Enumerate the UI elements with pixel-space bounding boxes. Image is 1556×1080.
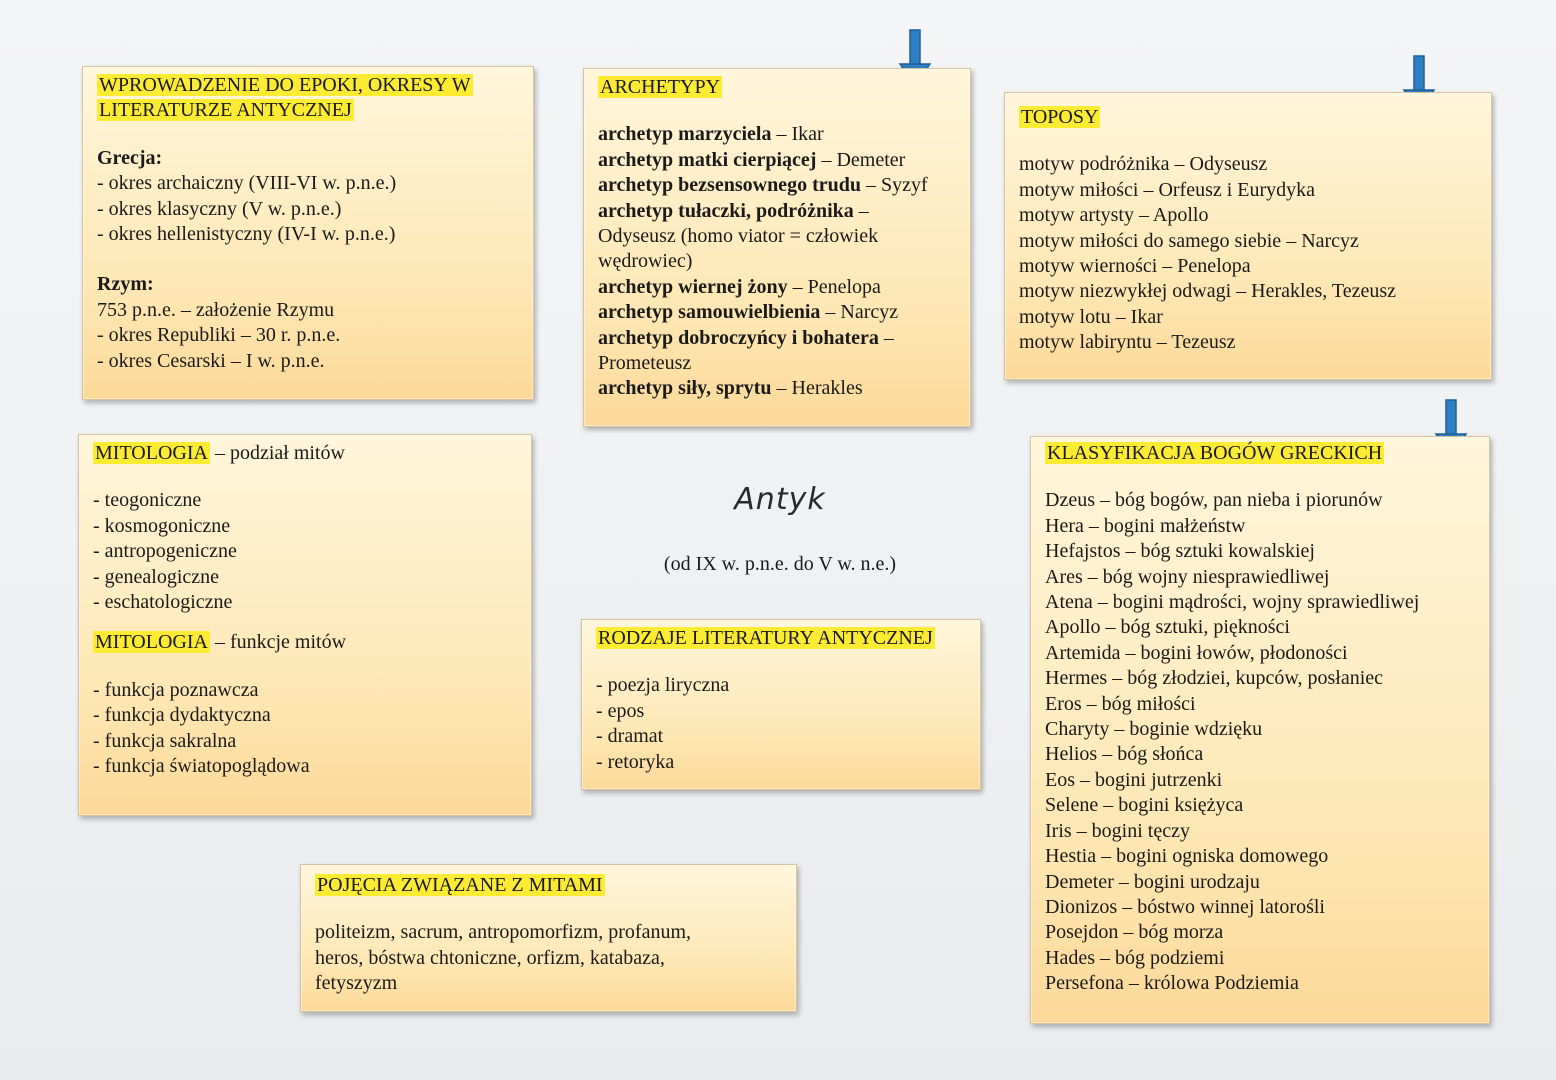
list-item: archetyp siły, sprytu – Herakles (598, 377, 863, 400)
list-item: Hestia – bogini ogniska domowego (1045, 845, 1329, 868)
list-item: - antropogeniczne (93, 540, 237, 563)
list-item: archetyp samouwielbienia – Narcyz (598, 301, 899, 324)
list-item: - funkcja dydaktyczna (93, 704, 271, 727)
list-item: archetyp bezsensownego trudu – Syzyf (598, 174, 928, 197)
toposy-card (1004, 92, 1492, 380)
list-item: Eros – bóg miłości (1045, 692, 1196, 715)
list-item: Artemida – bogini łowów, płodoności (1045, 641, 1348, 664)
list-item: Hefajstos – bóg sztuki kowalskiej (1045, 540, 1315, 563)
list-item: Dzeus – bóg bogów, pan nieba i piorunów (1045, 489, 1383, 512)
page-title: Antyk (734, 482, 826, 517)
list-item: 753 p.n.e. – założenie Rzymu (97, 298, 335, 321)
list-item: Posejdon – bóg morza (1045, 921, 1224, 944)
intro-title-line1: WPROWADZENIE DO EPOKI, OKRESY W (99, 74, 471, 96)
list-item: motyw wierności – Penelopa (1019, 255, 1251, 278)
intro-card (82, 66, 534, 400)
genres-card (581, 619, 981, 790)
gods-card (1030, 436, 1490, 1024)
list-item: Eos – bogini jutrzenki (1045, 768, 1223, 791)
archetypes-title: ARCHETYPY (600, 76, 721, 98)
list-item: - funkcja światopoglądowa (93, 755, 310, 778)
list-item: - poezja liryczna (596, 674, 730, 697)
list-item: Helios – bóg słońca (1045, 743, 1204, 766)
genres-title: RODZAJE LITERATURY ANTYCZNEJ (598, 627, 933, 649)
list-item: - retoryka (596, 750, 675, 773)
list-item: - okres Republiki – 30 r. p.n.e. (97, 324, 341, 347)
list-item: archetyp tułaczki, podróżnika – (598, 199, 869, 222)
mythology-title: MITOLOGIA (95, 442, 208, 464)
list-item: Hermes – bóg złodziei, kupców, posłaniec (1045, 667, 1384, 690)
concepts-card (300, 864, 797, 1012)
list-item: Charyty – boginie wdzięku (1045, 718, 1263, 741)
text-line: politeizm, sacrum, antropomorfizm, profanum, (315, 921, 692, 944)
gods-title: KLASYFIKACJA BOGÓW GRECKICH (1047, 442, 1383, 464)
list-item: Apollo – bóg sztuki, piękności (1045, 616, 1290, 639)
list-item: archetyp matki cierpiącej – Demeter (598, 148, 906, 171)
list-item: Hades – bóg podziemi (1045, 946, 1225, 969)
list-item: Persefona – królowa Podziemia (1045, 972, 1299, 995)
concepts-title: POJĘCIA ZWIĄZANE Z MITAMI (317, 874, 603, 896)
list-item: motyw podróżnika – Odyseusz (1019, 153, 1268, 176)
list-item: motyw artysty – Apollo (1019, 204, 1209, 227)
list-item: motyw miłości – Orfeusz i Eurydyka (1019, 178, 1316, 201)
list-item: - eschatologiczne (93, 591, 233, 614)
list-item: motyw lotu – Ikar (1019, 305, 1163, 328)
list-item: Iris – bogini tęczy (1045, 819, 1190, 842)
toposy-title: TOPOSY (1021, 106, 1099, 128)
mythology-card (78, 434, 532, 816)
list-item: - genealogiczne (93, 565, 220, 588)
greece-label: Grecja: (97, 146, 163, 169)
list-item: - funkcja poznawcza (93, 678, 259, 701)
text-line: fetyszyzm (315, 972, 398, 995)
list-item: - teogoniczne (93, 489, 202, 512)
list-item: Demeter – bogini urodzaju (1045, 870, 1260, 893)
list-item: - dramat (596, 725, 664, 748)
intro-title-line2: LITERATURZE ANTYCZNEJ (99, 99, 352, 122)
list-item: Dionizos – bóstwo winnej latorośli (1045, 895, 1325, 918)
list-item: wędrowiec) (598, 250, 693, 273)
list-item: - okres archaiczny (VIII-VI w. p.n.e.) (97, 172, 397, 195)
list-item: Selene – bogini księżyca (1045, 794, 1244, 817)
list-item: Ares – bóg wojny niesprawiedliwej (1045, 565, 1330, 588)
mythology-subtitle: – podział mitów (209, 442, 345, 464)
archetypes-card (583, 68, 971, 427)
list-item: - kosmogoniczne (93, 514, 231, 537)
list-item: Odyseusz (homo viator = człowiek (598, 225, 879, 248)
list-item: motyw labiryntu – Tezeusz (1019, 331, 1236, 354)
list-item: - okres hellenistyczny (IV-I w. p.n.e.) (97, 223, 396, 246)
list-item: archetyp wiernej żony – Penelopa (598, 275, 881, 298)
list-item: motyw niezwykłej odwagi – Herakles, Tezeusz (1019, 280, 1397, 303)
list-item: Atena – bogini mądrości, wojny sprawiedliwej (1045, 591, 1420, 614)
mythology-subtitle: – funkcje mitów (209, 631, 347, 654)
list-item: motyw miłości do samego siebie – Narcyz (1019, 229, 1359, 252)
list-item: - funkcja sakralna (93, 729, 237, 752)
text-line: heros, bóstwa chtoniczne, orfizm, katabaza, (315, 946, 665, 969)
mythology-title: MITOLOGIA (95, 631, 208, 654)
list-item: - epos (596, 699, 645, 722)
rome-label: Rzym: (97, 273, 154, 296)
list-item: - okres Cesarski – I w. p.n.e. (97, 349, 325, 372)
list-item: - okres klasyczny (V w. p.n.e.) (97, 197, 342, 220)
page-subtitle: (od IX w. p.n.e. do V w. n.e.) (663, 553, 897, 575)
list-item: archetyp marzyciela – Ikar (598, 123, 824, 146)
list-item: Prometeusz (598, 352, 692, 375)
list-item: Hera – bogini małżeństw (1045, 514, 1246, 537)
list-item: archetyp dobroczyńcy i bohatera – (598, 326, 894, 349)
